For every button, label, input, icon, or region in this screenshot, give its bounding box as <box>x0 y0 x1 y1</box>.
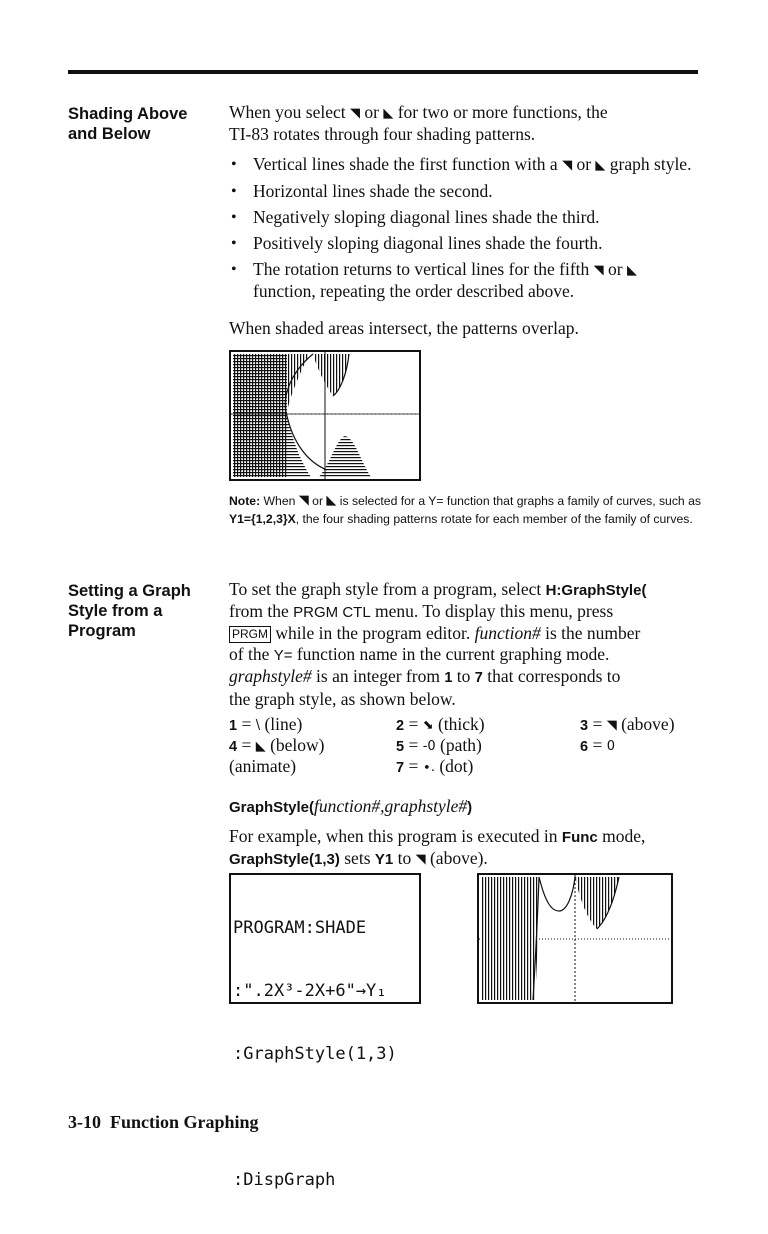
program-editor-screenshot <box>229 873 421 1190</box>
horizontal-shading <box>233 354 287 477</box>
below-style-icon: ◣ <box>626 263 637 278</box>
shading-graph <box>231 352 419 479</box>
above-style-icon: ◥ <box>298 493 309 508</box>
prgm-key: PRGM <box>229 626 271 643</box>
list-item: 3 = ◥ (above) <box>580 714 675 734</box>
above-style-icon: ◥ <box>593 263 604 278</box>
example-paragraph: For example, when this program is executed in Func mode, GraphStyle(1,3) sets Y1 to ◥ (above). <box>229 826 646 868</box>
list-item: 2 = ⬊ (thick) <box>396 714 485 734</box>
list-item: • Vertical lines shade the first function with a ◥ or ◣ graph style. <box>229 154 699 176</box>
shading-pattern-list <box>229 154 699 307</box>
section-heading-program: Setting a Graph Style from a Program <box>68 582 191 640</box>
program-line: :GraphStyle(1,3) <box>233 1044 397 1064</box>
thick-style-icon: ⬊ <box>422 718 434 733</box>
list-item: 4 = ◣ (below) <box>229 735 325 755</box>
shading-overlap-screenshot <box>229 350 421 481</box>
below-style-icon: ◣ <box>595 158 606 173</box>
list-item: 7 = ∙. (dot) <box>396 756 474 776</box>
list-item: • Negatively sloping diagonal lines shade the third. <box>229 207 699 228</box>
path-style-icon: -0 <box>422 739 436 754</box>
line-style-icon: \ <box>255 718 261 733</box>
above-shading-screenshot <box>477 873 673 1004</box>
list-item: 1 = \ (line) <box>229 714 303 734</box>
top-rule <box>68 70 698 74</box>
above-style-icon: ◥ <box>350 106 360 121</box>
list-item: • Horizontal lines shade the second. <box>229 181 699 202</box>
list-item: • Positively sloping diagonal lines shade the fourth. <box>229 233 699 254</box>
above-style-icon: ◥ <box>606 718 617 733</box>
overlap-text: When shaded areas intersect, the patterns overlap. <box>229 318 579 338</box>
list-item: 5 = -0 (path) <box>396 735 482 755</box>
graphstyle-syntax: GraphStyle(function#,graphstyle#) <box>229 796 473 816</box>
note-family-of-curves: Note: When ◥ or ◣ is selected for a Y= function that graphs a family of curves, such as Y1={1,2,3}X, the four shading patterns rotate for each member of the family of curves. <box>229 493 701 526</box>
above-style-icon: ◥ <box>415 852 426 867</box>
above-shading-graph <box>479 875 671 1002</box>
program-line: :DispGraph <box>233 1170 336 1190</box>
list-item: 6 = 0 <box>580 735 615 755</box>
below-style-icon: ◣ <box>255 739 266 754</box>
section-heading-shading: Shading Above and Below <box>68 105 188 143</box>
above-style-icon: ◥ <box>562 158 573 173</box>
below-style-icon: ◣ <box>326 493 337 508</box>
page-footer: 3-10 Function Graphing <box>68 1112 259 1132</box>
list-item: (animate) <box>229 756 297 776</box>
list-item: • The rotation returns to vertical lines for the fifth ◥ or ◣ function, repeating the order described above. <box>229 259 699 302</box>
shading-intro: When you select ◥ or ◣ for two or more functions, the TI-83 rotates through four shading patterns. <box>229 102 608 144</box>
below-style-icon: ◣ <box>383 106 394 121</box>
animate-style-icon: 0 <box>606 739 615 754</box>
program-paragraph: To set the graph style from a program, select H:GraphStyle( from the PRGM CTL menu. To display this menu, press PRGM while in the program editor. function# is the number of the Y= function name in the current graphing mode. graphstyle# is an integer from 1 to 7 that corresponds to the graph style, as shown below. <box>229 579 647 709</box>
graph-style-list <box>229 714 709 780</box>
program-line: PROGRAM:SHADE <box>233 918 417 939</box>
horizontal-shading <box>319 436 371 477</box>
program-listing <box>231 875 419 1234</box>
program-line: :".2X³-2X+6"→Y₁ <box>233 981 387 1001</box>
program-line <box>233 1107 417 1128</box>
dot-style-icon: ∙. <box>422 760 435 775</box>
